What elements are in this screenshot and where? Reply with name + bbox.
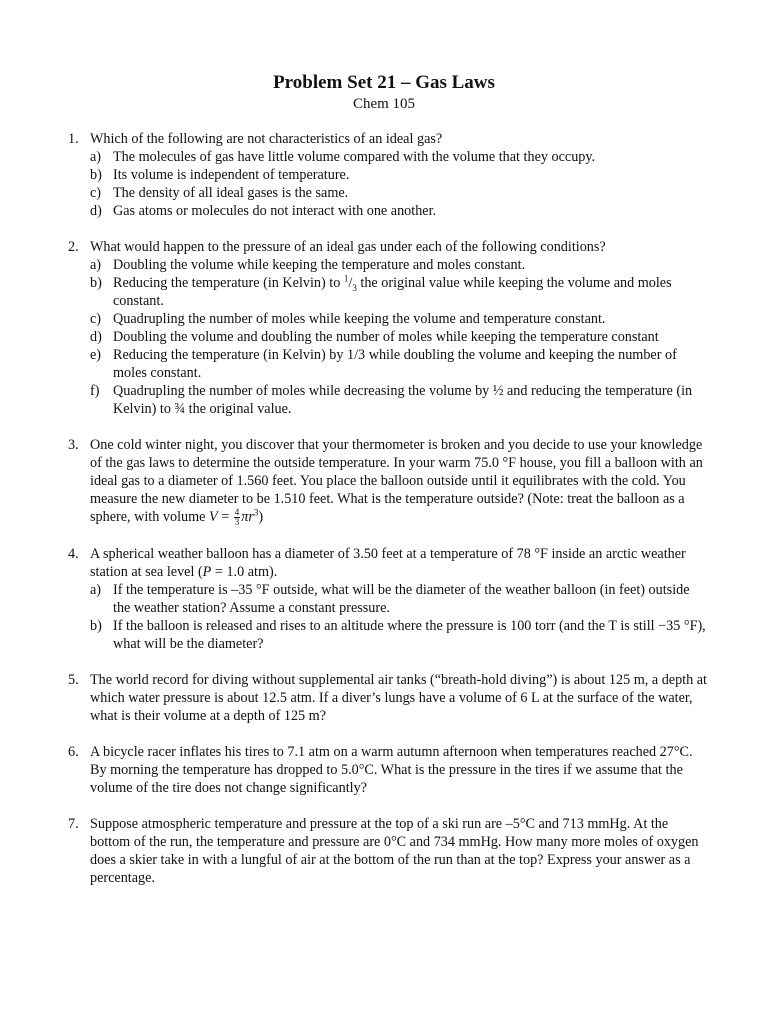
math-p: P — [202, 564, 212, 581]
math-pi: π — [241, 509, 249, 525]
stem-end: ) — [258, 509, 264, 525]
math-exponent: 3 — [253, 507, 259, 518]
option-letter: d) — [90, 329, 102, 345]
option-item — [90, 310, 708, 328]
problem-stem: A bicycle racer inflates his tires to 7.1 atm on a warm autumn afternoon when temperatures reached 27°C. By morning the temperature has dropped to 5.0°C. What is the pressure in the tires if we assume that the volume of the tire does not change significantly? — [90, 744, 693, 797]
math-v: V — [209, 509, 218, 525]
option-item — [90, 274, 708, 310]
option-text-post: the original value while keeping the volume and moles constant. — [113, 275, 672, 309]
course-subtitle: Chem 105 — [352, 96, 416, 112]
option-text: Quadrupling the number of moles while keeping the volume and temperature constant. — [113, 311, 606, 327]
option-text: If the temperature is –35 °F outside, what will be the diameter of the weather balloon (in feet) outside the weather station? Assume a constant pressure. — [113, 582, 690, 617]
problem-number: 2. — [68, 239, 79, 255]
option-list — [90, 148, 708, 220]
problem-number: 7. — [68, 816, 79, 833]
stem-text-b: = 1.0 atm). — [211, 564, 278, 581]
problem-7 — [68, 815, 708, 887]
problem-4 — [68, 545, 708, 653]
option-item — [90, 256, 708, 274]
option-letter: b) — [90, 167, 102, 183]
problem-stem: What would happen to the pressure of an ideal gas under each of the following conditions? — [90, 239, 606, 255]
option-item — [90, 346, 708, 382]
option-item — [90, 184, 708, 202]
option-item — [90, 581, 708, 617]
option-item — [90, 617, 708, 653]
option-item — [90, 328, 708, 346]
option-letter: a) — [90, 149, 102, 165]
math-fraction-denominator: 3 — [234, 517, 240, 528]
problem-list — [68, 130, 708, 905]
stem-text-a: A spherical weather balloon has a diameter of 3.50 feet at a temperature of 78 °F inside an arctic weather station at sea level ( — [90, 546, 686, 581]
option-text: Doubling the volume while keeping the temperature and moles constant. — [113, 257, 526, 273]
option-text: Its volume is independent of temperature. — [113, 167, 350, 183]
option-text: Gas atoms or molecules do not interact with one another. — [113, 203, 437, 219]
option-text-pre: Reducing the temperature (in Kelvin) to — [113, 275, 344, 291]
problem-2 — [68, 238, 708, 418]
option-letter: f) — [90, 383, 100, 399]
option-item — [90, 382, 708, 418]
option-letter: e) — [90, 347, 102, 363]
option-item — [90, 148, 708, 166]
option-letter: a) — [90, 257, 102, 273]
option-letter: d) — [90, 203, 102, 219]
problem-stem: Which of the following are not characteristics of an ideal gas? — [90, 131, 443, 147]
option-letter: a) — [90, 582, 102, 599]
problem-number: 6. — [68, 744, 79, 761]
option-text: Quadrupling the number of moles while decreasing the volume by ½ and reducing the temperature (in Kelvin) to ¾ the original value. — [113, 383, 693, 417]
option-text: If the balloon is released and rises to an altitude where the pressure is 100 torr (and the T is still −35 °F), what will be the diameter? — [113, 618, 706, 653]
option-list — [90, 256, 708, 418]
option-letter: c) — [90, 311, 102, 327]
option-letter: b) — [90, 275, 102, 291]
problem-1 — [68, 130, 708, 220]
problem-number: 5. — [68, 672, 79, 689]
problem-stem — [90, 545, 708, 581]
option-list — [90, 581, 708, 653]
option-text: Reducing the temperature (in Kelvin) by 1/3 while doubling the volume and keeping the number of moles constant. — [113, 347, 677, 381]
volume-formula — [209, 507, 259, 528]
problem-6 — [68, 743, 708, 797]
problem-3 — [68, 436, 708, 527]
option-text: Doubling the volume and doubling the number of moles while keeping the temperature constant — [113, 329, 659, 345]
page-title: Problem Set 21 – Gas Laws — [273, 72, 495, 93]
problem-number: 4. — [68, 546, 79, 563]
fraction-numerator: 1 — [343, 273, 349, 284]
option-letter: c) — [90, 185, 102, 201]
problem-stem: The world record for diving without supplemental air tanks (“breath-hold diving”) is about 125 m, a depth at which water pressure is about 12.5 atm. If a diver’s lungs have a volume of 6 L at the surface of the water, what is their volume at a depth of 125 m? — [90, 672, 707, 725]
problem-stem: Suppose atmospheric temperature and pressure at the top of a ski run are –5°C and 713 mmHg. At the bottom of the run, the temperature and pressure are 0°C and 734 mmHg. How many more moles of oxygen does a skier take in with a lungful of air at the bottom of the run than at the top? Express your answer as a percentage. — [90, 816, 699, 887]
option-text: The density of all ideal gases is the same. — [113, 185, 349, 201]
math-fraction-numerator: 4 — [234, 507, 240, 518]
math-fraction — [234, 508, 241, 527]
math-equals: = — [217, 509, 233, 525]
problem-stem — [90, 436, 708, 527]
option-item — [90, 202, 708, 220]
stem-text: One cold winter night, you discover that your thermometer is broken and you decide to use your knowledge of the gas laws to determine the outside temperature. In your warm 75.0 °F house, you fill a balloon with an ideal gas to a diameter of 1.560 feet. You place the balloon outside until it equilibrates with the cold. You measure the new diameter to be 1.510 feet. What is the temperature outside? (Note: treat the balloon as a sphere, with volume — [90, 437, 703, 525]
option-item — [90, 166, 708, 184]
fraction-denominator: 3 — [352, 282, 357, 293]
problem-number: 1. — [68, 131, 79, 147]
option-letter: b) — [90, 618, 102, 635]
fraction-slash: / — [348, 275, 353, 291]
problem-number: 3. — [68, 437, 79, 453]
math-r: r — [248, 509, 254, 525]
problem-5 — [68, 671, 708, 725]
option-text: The molecules of gas have little volume compared with the volume that they occupy. — [113, 149, 596, 165]
